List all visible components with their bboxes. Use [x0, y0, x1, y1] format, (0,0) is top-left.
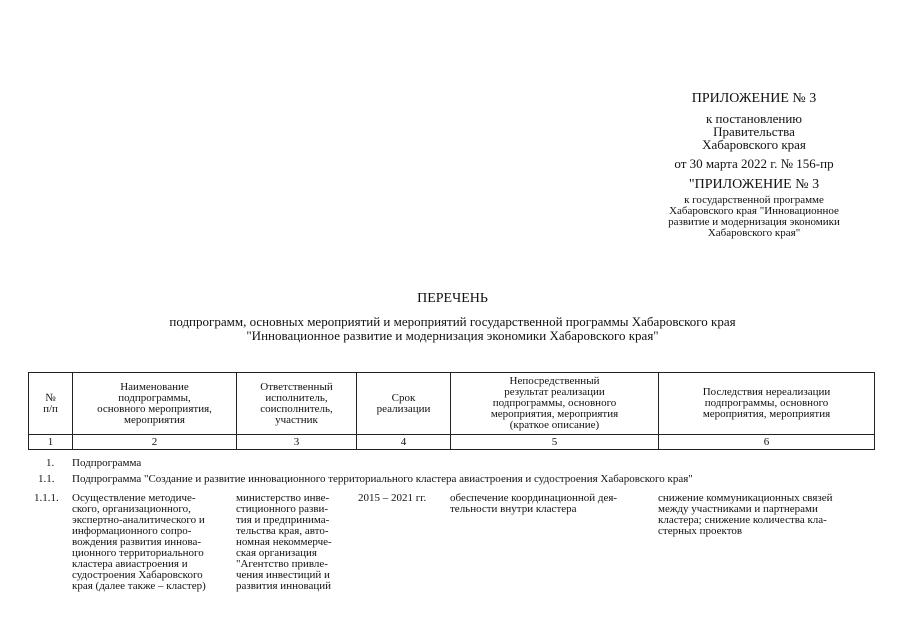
- row-text: Подпрограмма: [72, 457, 142, 469]
- table-row: [28, 458, 888, 474]
- column-header-name: Наименование подпрограммы, основного мероприятия, мероприятия: [73, 373, 237, 435]
- activity-executor: министерство инве- стиционного разви- тия и предпринима- тельства края, авто- номная некоммерче- ская организация "Агентство привле- чения инвестиций и развития инноваций: [236, 492, 332, 592]
- appendix-quoted-line: к государственной программе: [684, 194, 824, 206]
- appendix-quoted-header: [640, 178, 868, 239]
- activity-result: обеспечение координационной дея- тельности внутри кластера: [450, 492, 618, 515]
- column-number: 2: [73, 435, 237, 450]
- row-number: 1.1.: [38, 473, 55, 485]
- column-number: 4: [357, 435, 451, 450]
- column-header-number: № п/п: [29, 373, 73, 435]
- column-header-executor: Ответственный исполнитель, соисполнитель, участник: [237, 373, 357, 435]
- activity-term: 2015 – 2021 гг.: [358, 492, 427, 504]
- section-rows: [28, 458, 888, 490]
- column-header-term: Срок реализации: [357, 373, 451, 435]
- document-heading: [0, 291, 905, 342]
- appendix-line: к постановлению: [705, 111, 803, 126]
- table-header-row: [29, 373, 875, 435]
- appendix-header: [620, 92, 888, 170]
- column-number: 6: [659, 435, 875, 450]
- appendix-line: Правительства: [713, 124, 795, 139]
- column-number: 3: [237, 435, 357, 450]
- activity-name: Осуществление методиче- ского, организационного, экспертно-аналитического и информационного сопро- вождения развития иннова- ционного территориального кластера авиастроения и судостроения Хабаровского края (далее также – кластер): [72, 492, 206, 592]
- appendix-date: от 30 марта 2022 г. № 156-пр: [674, 156, 834, 171]
- table-row: [28, 474, 888, 490]
- column-header-result: Непосредственный результат реализации подпрограммы, основного мероприятия, мероприятия (краткое описание): [451, 373, 659, 435]
- column-number: 1: [29, 435, 73, 450]
- document-subtitle: "Инновационное развитие и модернизация экономики Хабаровского края": [246, 327, 659, 343]
- document-subtitle: подпрограмм, основных мероприятий и мероприятий государственной программы Хабаровского края: [169, 314, 736, 329]
- column-number-row: [29, 435, 875, 450]
- row-number: 1.: [46, 457, 55, 469]
- appendix-title: ПРИЛОЖЕНИЕ № 3: [691, 91, 817, 106]
- row-text: Подпрограмма "Создание и развитие инновационного территориального кластера авиастроения и судостроения Хабаровского края": [72, 473, 693, 485]
- activity-consequences: снижение коммуникационных связей между участниками и партнерами кластера; снижение количества кла- стерных проектов: [658, 492, 833, 537]
- column-header-consequences: Последствия нереализации подпрограммы, основного мероприятия, мероприятия: [659, 373, 875, 435]
- document-title: ПЕРЕЧЕНЬ: [417, 291, 488, 306]
- appendix-quoted-line: Хабаровского края": [707, 227, 801, 239]
- row-number: 1.1.1.: [34, 492, 59, 504]
- appendix-quoted-line: развитие и модернизация экономики: [668, 216, 840, 228]
- programs-table: [28, 372, 875, 450]
- appendix-quoted-title: "ПРИЛОЖЕНИЕ № 3: [688, 177, 820, 192]
- appendix-quoted-line: Хабаровского края "Инновационное: [669, 205, 839, 217]
- column-number: 5: [451, 435, 659, 450]
- appendix-line: Хабаровского края: [702, 137, 806, 152]
